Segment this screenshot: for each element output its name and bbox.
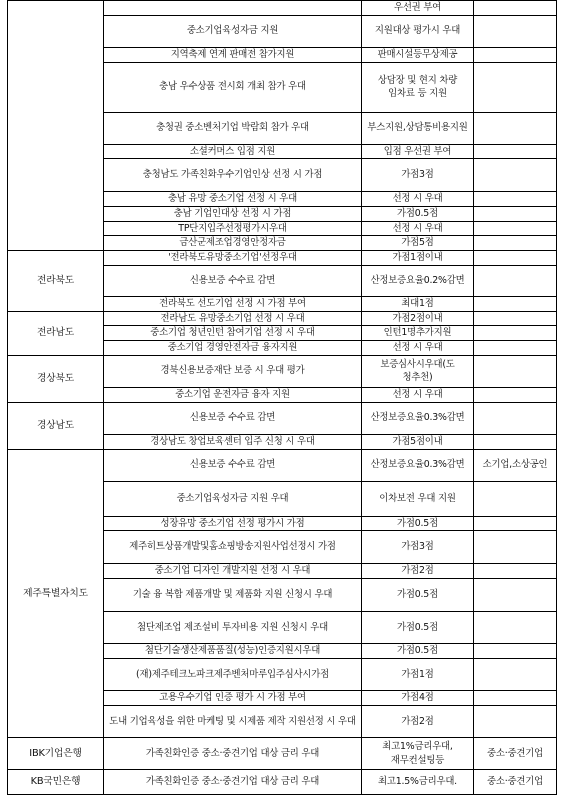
target-cell: [474, 251, 557, 266]
program-cell: 중소기업 디자인 개발지원 선정 시 우대: [104, 564, 362, 579]
table-row: [8, 355, 557, 387]
program-cell: 전라북도 선도기업 선정 시 가점 부여: [104, 296, 362, 311]
benefit-cell: 이차보전 우대 지원: [362, 481, 474, 516]
table-row: [8, 402, 557, 434]
target-cell: [474, 659, 557, 691]
target-cell: [474, 47, 557, 62]
benefit-cell: 산정보증요율0.2%감면: [362, 265, 474, 296]
program-cell: 전라남도 유망중소기업 선정 시 우대: [104, 311, 362, 326]
program-cell: 충남 우수상품 전시회 개최 참가 우대: [104, 62, 362, 112]
table-row: [8, 449, 557, 481]
program-cell: (재)제주테크노파크제주벤처마루입주심사시가점: [104, 659, 362, 691]
benefit-cell: 가점2점: [362, 706, 474, 738]
table-row: [8, 251, 557, 266]
program-cell: 금산군제조업경영안정자금: [104, 236, 362, 251]
program-cell: 충남 유망 중소기업 선정 시 우대: [104, 192, 362, 207]
target-cell: [474, 340, 557, 355]
program-cell: 신용보증 수수료 감면: [104, 402, 362, 434]
table-row: [8, 1, 557, 16]
target-cell: [474, 481, 557, 516]
program-cell: 경북신용보증재단 보증 시 우대 평가: [104, 355, 362, 387]
benefit-cell: 상담장 및 현지 차량 임차료 등 지원: [362, 62, 474, 112]
target-cell: [474, 564, 557, 579]
benefit-cell: 가점0.5점: [362, 612, 474, 644]
target-cell: [474, 221, 557, 236]
target-cell: [474, 579, 557, 612]
benefit-cell: 가점0.5점: [362, 207, 474, 222]
program-cell: 가족친화인증 중소·중견기업 대상 금리 우대: [104, 770, 362, 795]
target-cell: [474, 62, 557, 112]
benefit-cell: 가점0.5점: [362, 644, 474, 659]
benefit-cell: 가점0.5점: [362, 516, 474, 531]
target-cell: [474, 144, 557, 159]
target-cell: [474, 311, 557, 326]
table-body: [8, 1, 557, 795]
target-cell: 중소·중견기업: [474, 738, 557, 770]
benefit-cell: 가점2점: [362, 564, 474, 579]
benefit-cell: 부스지원,상담통비용지원: [362, 112, 474, 144]
target-cell: [474, 434, 557, 449]
program-cell: 지역축제 연계 판매전 참가지원: [104, 47, 362, 62]
benefit-cell: 최고1.5%금리우대.: [362, 770, 474, 795]
program-cell: 중소기업 경영안전자금 융자지원: [104, 340, 362, 355]
target-cell: [474, 326, 557, 341]
program-cell: 충청권 중소벤처기업 박람회 참가 우대: [104, 112, 362, 144]
region-cell: 전라남도: [8, 311, 104, 355]
target-cell: [474, 15, 557, 47]
target-cell: [474, 531, 557, 564]
benefit-cell: 최대1점: [362, 296, 474, 311]
target-cell: 중소·중견기업: [474, 770, 557, 795]
program-cell: 성장유망 중소기업 선정 평가시 가점: [104, 516, 362, 531]
target-cell: [474, 192, 557, 207]
program-cell: [104, 1, 362, 16]
benefit-cell: 가점1점: [362, 659, 474, 691]
benefit-cell: 선정 시 우대: [362, 221, 474, 236]
program-cell: 중소기업 청년인턴 참여기업 선정 시 우대: [104, 326, 362, 341]
benefit-cell: 판매시설등무상제공: [362, 47, 474, 62]
target-cell: [474, 387, 557, 402]
program-cell: 소셜커머스 입점 지원: [104, 144, 362, 159]
region-cell: KB국민은행: [8, 770, 104, 795]
benefit-cell: 최고1%금리우대,재무컨설팅등: [362, 738, 474, 770]
benefit-cell: 우선권 부여: [362, 1, 474, 16]
benefit-cell: 선정 시 우대: [362, 340, 474, 355]
support-benefits-table: [7, 0, 557, 795]
program-cell: 중소기업육성자금 지원: [104, 15, 362, 47]
benefit-cell: 가점4점: [362, 691, 474, 706]
program-cell: 도내 기업육성을 위한 마케팅 및 시제품 제작 지원선정 시 우대: [104, 706, 362, 738]
benefit-cell: 보증심사시우대(도 청추천): [362, 355, 474, 387]
benefit-cell: 인턴1명추가지원: [362, 326, 474, 341]
program-cell: 충청남도 가족친화우수기업인상 선정 시 가점: [104, 159, 362, 192]
target-cell: [474, 516, 557, 531]
program-cell: 기술 융 복합 제품개발 및 제품화 지원 신청시 우대: [104, 579, 362, 612]
table-row: [8, 738, 557, 770]
target-cell: [474, 296, 557, 311]
program-cell: 신용보증 수수료 감면: [104, 265, 362, 296]
benefit-cell: 가점5점이내: [362, 434, 474, 449]
target-cell: [474, 265, 557, 296]
benefit-cell: 선정 시 우대: [362, 192, 474, 207]
target-cell: [474, 612, 557, 644]
benefit-cell: 산정보증요율0.3%감면: [362, 402, 474, 434]
region-cell: [8, 1, 104, 251]
program-cell: 신용보증 수수료 감면: [104, 449, 362, 481]
target-cell: 소기업,소상공인: [474, 449, 557, 481]
benefit-cell: 산정보증요율0.3%감면: [362, 449, 474, 481]
program-cell: 경상남도 창업보육센터 입주 신청 시 우대: [104, 434, 362, 449]
benefit-cell: 가점0.5점: [362, 579, 474, 612]
target-cell: [474, 159, 557, 192]
benefit-cell: 가점5점: [362, 236, 474, 251]
benefit-cell: 선정 시 우대: [362, 387, 474, 402]
benefit-cell: 가점2점이내: [362, 311, 474, 326]
program-cell: 가족친화인증 중소·중견기업 대상 금리 우대: [104, 738, 362, 770]
target-cell: [474, 402, 557, 434]
program-cell: 충남 기업인대상 선정 시 가점: [104, 207, 362, 222]
benefit-cell: 지원대상 평가시 우대: [362, 15, 474, 47]
region-cell: 전라북도: [8, 251, 104, 312]
program-cell: 첨단기술생산제품품질(성능)인증지원시우대: [104, 644, 362, 659]
target-cell: [474, 691, 557, 706]
target-cell: [474, 706, 557, 738]
target-cell: [474, 112, 557, 144]
program-cell: TP단지입주선정평가시우대: [104, 221, 362, 236]
target-cell: [474, 1, 557, 16]
benefit-cell: 가점1점이내: [362, 251, 474, 266]
program-cell: '전라북도유망중소기업'선정우대: [104, 251, 362, 266]
target-cell: [474, 355, 557, 387]
program-cell: 제주히트상품개발및홈쇼핑방송지원사업선정시 가점: [104, 531, 362, 564]
region-cell: 경상북도: [8, 355, 104, 402]
program-cell: 첨단제조업 제조설비 투자비용 지원 신청시 우대: [104, 612, 362, 644]
program-cell: 고용우수기업 인증 평가 시 가점 부여: [104, 691, 362, 706]
target-cell: [474, 236, 557, 251]
table-row: [8, 770, 557, 795]
region-cell: 경상남도: [8, 402, 104, 449]
table-row: [8, 311, 557, 326]
benefit-cell: 가점3점: [362, 531, 474, 564]
region-cell: IBK기업은행: [8, 738, 104, 770]
program-cell: 중소기업 운전자금 융자 지원: [104, 387, 362, 402]
program-cell: 중소기업육성자금 지원 우대: [104, 481, 362, 516]
target-cell: [474, 207, 557, 222]
benefit-cell: 입점 우선권 부여: [362, 144, 474, 159]
target-cell: [474, 644, 557, 659]
benefit-cell: 가점3점: [362, 159, 474, 192]
region-cell: 제주특별자치도: [8, 449, 104, 738]
